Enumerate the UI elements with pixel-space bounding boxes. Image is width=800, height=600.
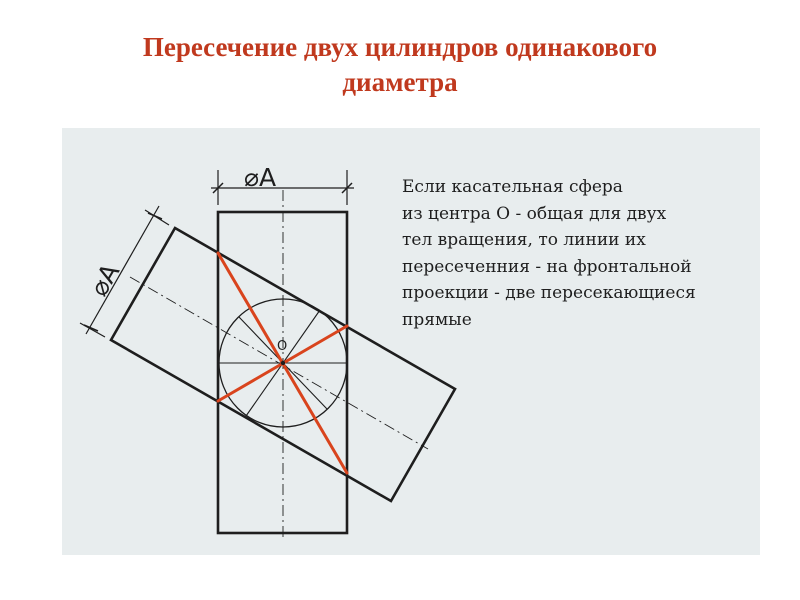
inclined-cylinder-axis bbox=[130, 277, 428, 449]
vertical-dim-label: ⌀A bbox=[244, 163, 277, 192]
page-title-line-2: диаметра bbox=[342, 67, 458, 97]
inclined-dim-extension-bottom bbox=[80, 323, 105, 337]
explanation-line-6: прямые bbox=[402, 309, 472, 330]
explanation-line-2: из центра О - общая для двух bbox=[402, 203, 667, 224]
center-point-o bbox=[281, 361, 285, 365]
vertical-dimension bbox=[211, 170, 354, 205]
vertical-cylinder-outline bbox=[218, 212, 347, 533]
page-title-line-1: Пересечение двух цилиндров одинакового bbox=[142, 32, 658, 62]
explanation-line-4: пересеченния - на фронтальной bbox=[402, 256, 692, 277]
inclined-dim-label: ⌀A bbox=[84, 258, 126, 301]
explanation-line-1: Если касательная сфера bbox=[402, 177, 623, 197]
explanation-line-3: тел вращения, то линии их bbox=[402, 230, 646, 250]
center-label-o: O bbox=[277, 339, 288, 354]
explanation-line-5: проекции - две пересекающиеся bbox=[402, 283, 696, 303]
explanation-text bbox=[402, 174, 752, 333]
